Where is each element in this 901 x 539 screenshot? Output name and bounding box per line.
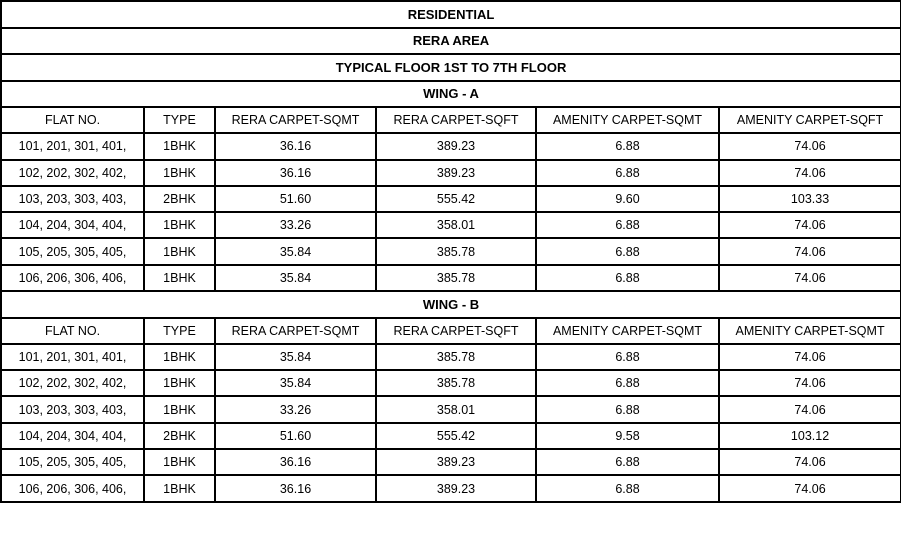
flat-no-cell: 106, 206, 306, 406, (1, 475, 144, 501)
amenity-sqft-cell: 74.06 (719, 238, 901, 264)
column-header: FLAT NO. (1, 107, 144, 133)
amenity-sqmt-cell: 6.88 (536, 396, 719, 422)
wing-b-header-row (1, 318, 901, 344)
table-title: RESIDENTIAL (1, 1, 901, 28)
flat-no-cell: 104, 204, 304, 404, (1, 423, 144, 449)
type-cell: 1BHK (144, 212, 215, 238)
table-row (1, 212, 901, 238)
flat-no-cell: 103, 203, 303, 403, (1, 396, 144, 422)
rera-sqft-cell: 555.42 (376, 423, 536, 449)
flat-no-cell: 106, 206, 306, 406, (1, 265, 144, 291)
amenity-sqmt-cell: 6.88 (536, 449, 719, 475)
rera-sqft-cell: 389.23 (376, 475, 536, 501)
column-header: AMENITY CARPET-SQMT (536, 107, 719, 133)
column-header: TYPE (144, 318, 215, 344)
rera-sqmt-cell: 35.84 (215, 344, 376, 370)
amenity-sqmt-cell: 6.88 (536, 160, 719, 186)
amenity-sqmt-cell: 6.88 (536, 370, 719, 396)
amenity-sqft-cell: 74.06 (719, 449, 901, 475)
amenity-sqft-cell: 103.33 (719, 186, 901, 212)
type-cell: 1BHK (144, 265, 215, 291)
rera-sqft-cell: 389.23 (376, 160, 536, 186)
table-row (1, 396, 901, 422)
wing-a-header-row (1, 107, 901, 133)
rera-sqft-cell: 358.01 (376, 212, 536, 238)
rera-sqmt-cell: 35.84 (215, 265, 376, 291)
type-cell: 1BHK (144, 238, 215, 264)
table-row (1, 265, 901, 291)
rera-sqmt-cell: 35.84 (215, 238, 376, 264)
wing-a-heading: WING - A (1, 81, 901, 108)
table-row (1, 160, 901, 186)
amenity-sqmt-cell: 6.88 (536, 133, 719, 159)
rera-sqft-cell: 385.78 (376, 238, 536, 264)
amenity-sqft-cell: 74.06 (719, 160, 901, 186)
flat-no-cell: 105, 205, 305, 405, (1, 238, 144, 264)
column-header: AMENITY CARPET-SQMT (719, 318, 901, 344)
rera-sqft-cell: 358.01 (376, 396, 536, 422)
column-header: FLAT NO. (1, 318, 144, 344)
rera-sqmt-cell: 33.26 (215, 212, 376, 238)
rera-sqmt-cell: 36.16 (215, 475, 376, 501)
table-row (1, 370, 901, 396)
table-row (1, 344, 901, 370)
type-cell: 1BHK (144, 344, 215, 370)
type-cell: 1BHK (144, 133, 215, 159)
rera-sqmt-cell: 36.16 (215, 449, 376, 475)
table-row (1, 475, 901, 501)
floor-range-heading: TYPICAL FLOOR 1ST TO 7TH FLOOR (1, 54, 901, 81)
type-cell: 1BHK (144, 396, 215, 422)
wing-b-heading: WING - B (1, 291, 901, 318)
type-cell: 1BHK (144, 160, 215, 186)
table-row (1, 186, 901, 212)
amenity-sqmt-cell: 9.58 (536, 423, 719, 449)
amenity-sqft-cell: 74.06 (719, 265, 901, 291)
rera-sqmt-cell: 51.60 (215, 186, 376, 212)
column-header: RERA CARPET-SQMT (215, 318, 376, 344)
table-row (1, 133, 901, 159)
amenity-sqmt-cell: 6.88 (536, 212, 719, 238)
rera-sqft-cell: 389.23 (376, 449, 536, 475)
type-cell: 1BHK (144, 370, 215, 396)
amenity-sqft-cell: 74.06 (719, 396, 901, 422)
table-row (1, 449, 901, 475)
flat-no-cell: 104, 204, 304, 404, (1, 212, 144, 238)
amenity-sqft-cell: 103.12 (719, 423, 901, 449)
amenity-sqft-cell: 74.06 (719, 370, 901, 396)
flat-no-cell: 101, 201, 301, 401, (1, 133, 144, 159)
amenity-sqft-cell: 74.06 (719, 133, 901, 159)
column-header: RERA CARPET-SQMT (215, 107, 376, 133)
type-cell: 2BHK (144, 423, 215, 449)
table-row (1, 423, 901, 449)
amenity-sqft-cell: 74.06 (719, 475, 901, 501)
amenity-sqmt-cell: 9.60 (536, 186, 719, 212)
amenity-sqft-cell: 74.06 (719, 344, 901, 370)
type-cell: 2BHK (144, 186, 215, 212)
amenity-sqmt-cell: 6.88 (536, 475, 719, 501)
column-header: AMENITY CARPET-SQMT (536, 318, 719, 344)
rera-sqft-cell: 555.42 (376, 186, 536, 212)
rera-sqmt-cell: 35.84 (215, 370, 376, 396)
rera-sqft-cell: 389.23 (376, 133, 536, 159)
rera-sqmt-cell: 36.16 (215, 133, 376, 159)
rera-sqft-cell: 385.78 (376, 265, 536, 291)
rera-sqmt-cell: 51.60 (215, 423, 376, 449)
flat-no-cell: 103, 203, 303, 403, (1, 186, 144, 212)
column-header: TYPE (144, 107, 215, 133)
flat-no-cell: 102, 202, 302, 402, (1, 370, 144, 396)
column-header: RERA CARPET-SQFT (376, 107, 536, 133)
column-header: AMENITY CARPET-SQFT (719, 107, 901, 133)
rera-sqft-cell: 385.78 (376, 370, 536, 396)
table-row (1, 238, 901, 264)
column-header: RERA CARPET-SQFT (376, 318, 536, 344)
amenity-sqmt-cell: 6.88 (536, 344, 719, 370)
amenity-sqmt-cell: 6.88 (536, 238, 719, 264)
table-subtitle: RERA AREA (1, 28, 901, 55)
rera-sqmt-cell: 36.16 (215, 160, 376, 186)
amenity-sqmt-cell: 6.88 (536, 265, 719, 291)
type-cell: 1BHK (144, 475, 215, 501)
amenity-sqft-cell: 74.06 (719, 212, 901, 238)
type-cell: 1BHK (144, 449, 215, 475)
rera-sqmt-cell: 33.26 (215, 396, 376, 422)
flat-no-cell: 102, 202, 302, 402, (1, 160, 144, 186)
flat-no-cell: 105, 205, 305, 405, (1, 449, 144, 475)
flat-no-cell: 101, 201, 301, 401, (1, 344, 144, 370)
rera-sqft-cell: 385.78 (376, 344, 536, 370)
